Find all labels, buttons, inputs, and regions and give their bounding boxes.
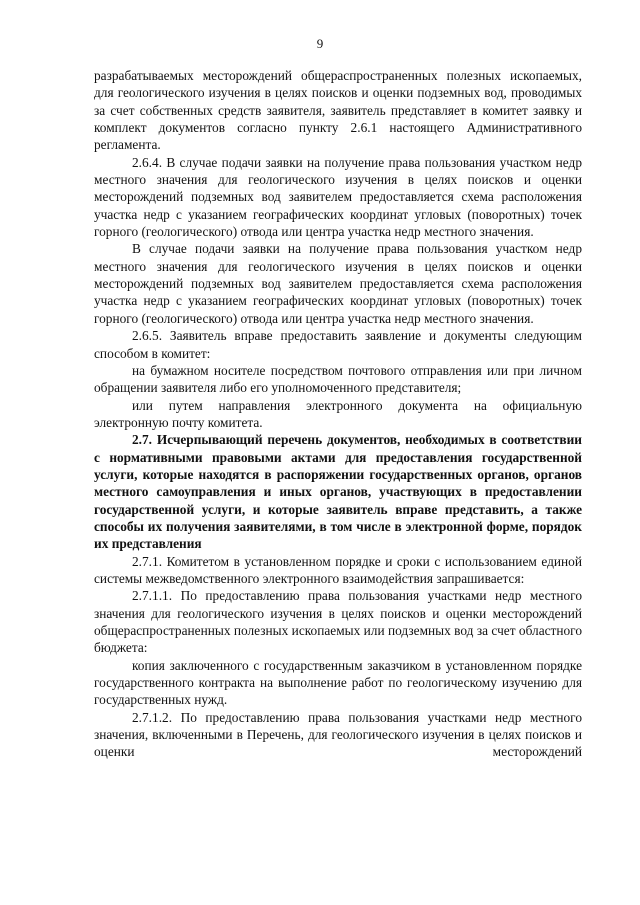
paragraph-2-7-1: 2.7.1. Комитетом в установленном порядке и сроки с использованием единой системы межведомственного электронного взаимодействия запрашивается: [94,553,582,586]
paragraph-contract-copy: копия заключенного с государственным заказчиком в установленном порядке государственного контракта на выполнение работ по геологическому изучению для государственных нужд. [94,657,582,708]
section-heading-2-7: 2.7. Исчерпывающий перечень документов, необходимых в соответствии с нормативными правовыми актами для предоставления государственной услуги, которые находятся в распоряжении государственных органов, органов местного самоуправления и иных органов, участвующих в предоставлении государственной услуги, и которые заявитель вправе представить, а также способы их получения заявителями, в том числе в электронной форме, порядок их представления [94,432,582,552]
paragraph-2-7-1-2: 2.7.1.2. По предоставлению права пользования участками недр местного значения, включенными в Перечень, для геологического изучения в целях поисков и оценки месторождений [94,709,582,760]
paragraph-2-6-5: 2.6.5. Заявитель вправе предоставить заявление и документы следующим способом в комитет: [94,328,582,361]
document-body [94,67,582,761]
paragraph-2-6-4: 2.6.4. В случае подачи заявки на получение права пользования участком недр местного значения для геологического изучения в целях поисков и оценки месторождений подземных вод заявителем предоставляется схема расположения участка недр с указанием географических координат угловых (поворотных) точек горного (геологического) отвода или центра участка недр местного значения. [94,154,582,240]
paragraph-2-7-1-1: 2.7.1.1. По предоставлению права пользования участками недр местного значения для геологического изучения в целях поисков и оценки месторождений общераспространенных полезных ископаемых или подземных вод за счет областного бюджета: [94,588,582,656]
paragraph-electronic-option: или путем направления электронного документа на официальную электронную почту комитета. [94,397,582,430]
paragraph-paper-option: на бумажном носителе посредством почтового отправления или при личном обращении заявителя либо его уполномоченного представителя; [94,362,582,396]
paragraph-case-submission: В случае подачи заявки на получение права пользования участком недр местного значения для геологического изучения в целях поисков и оценки месторождений подземных вод заявителем предоставляется схема расположения участка недр с указанием географических координат угловых (поворотных) точек горного (геологического) отвода или центра участка недр местного значения. [94,241,582,326]
page-number: 9 [316,36,324,51]
paragraph-continuation: разрабатываемых месторождений общераспространенных полезных ископаемых, для геологического изучения в целях поисков и оценки подземных вод, проводимых за счет собственных средств заявителя, заявитель представляет в комитет заявку и комплект документов согласно пункту 2.6.1 настоящего Административного регламента. [94,68,582,153]
